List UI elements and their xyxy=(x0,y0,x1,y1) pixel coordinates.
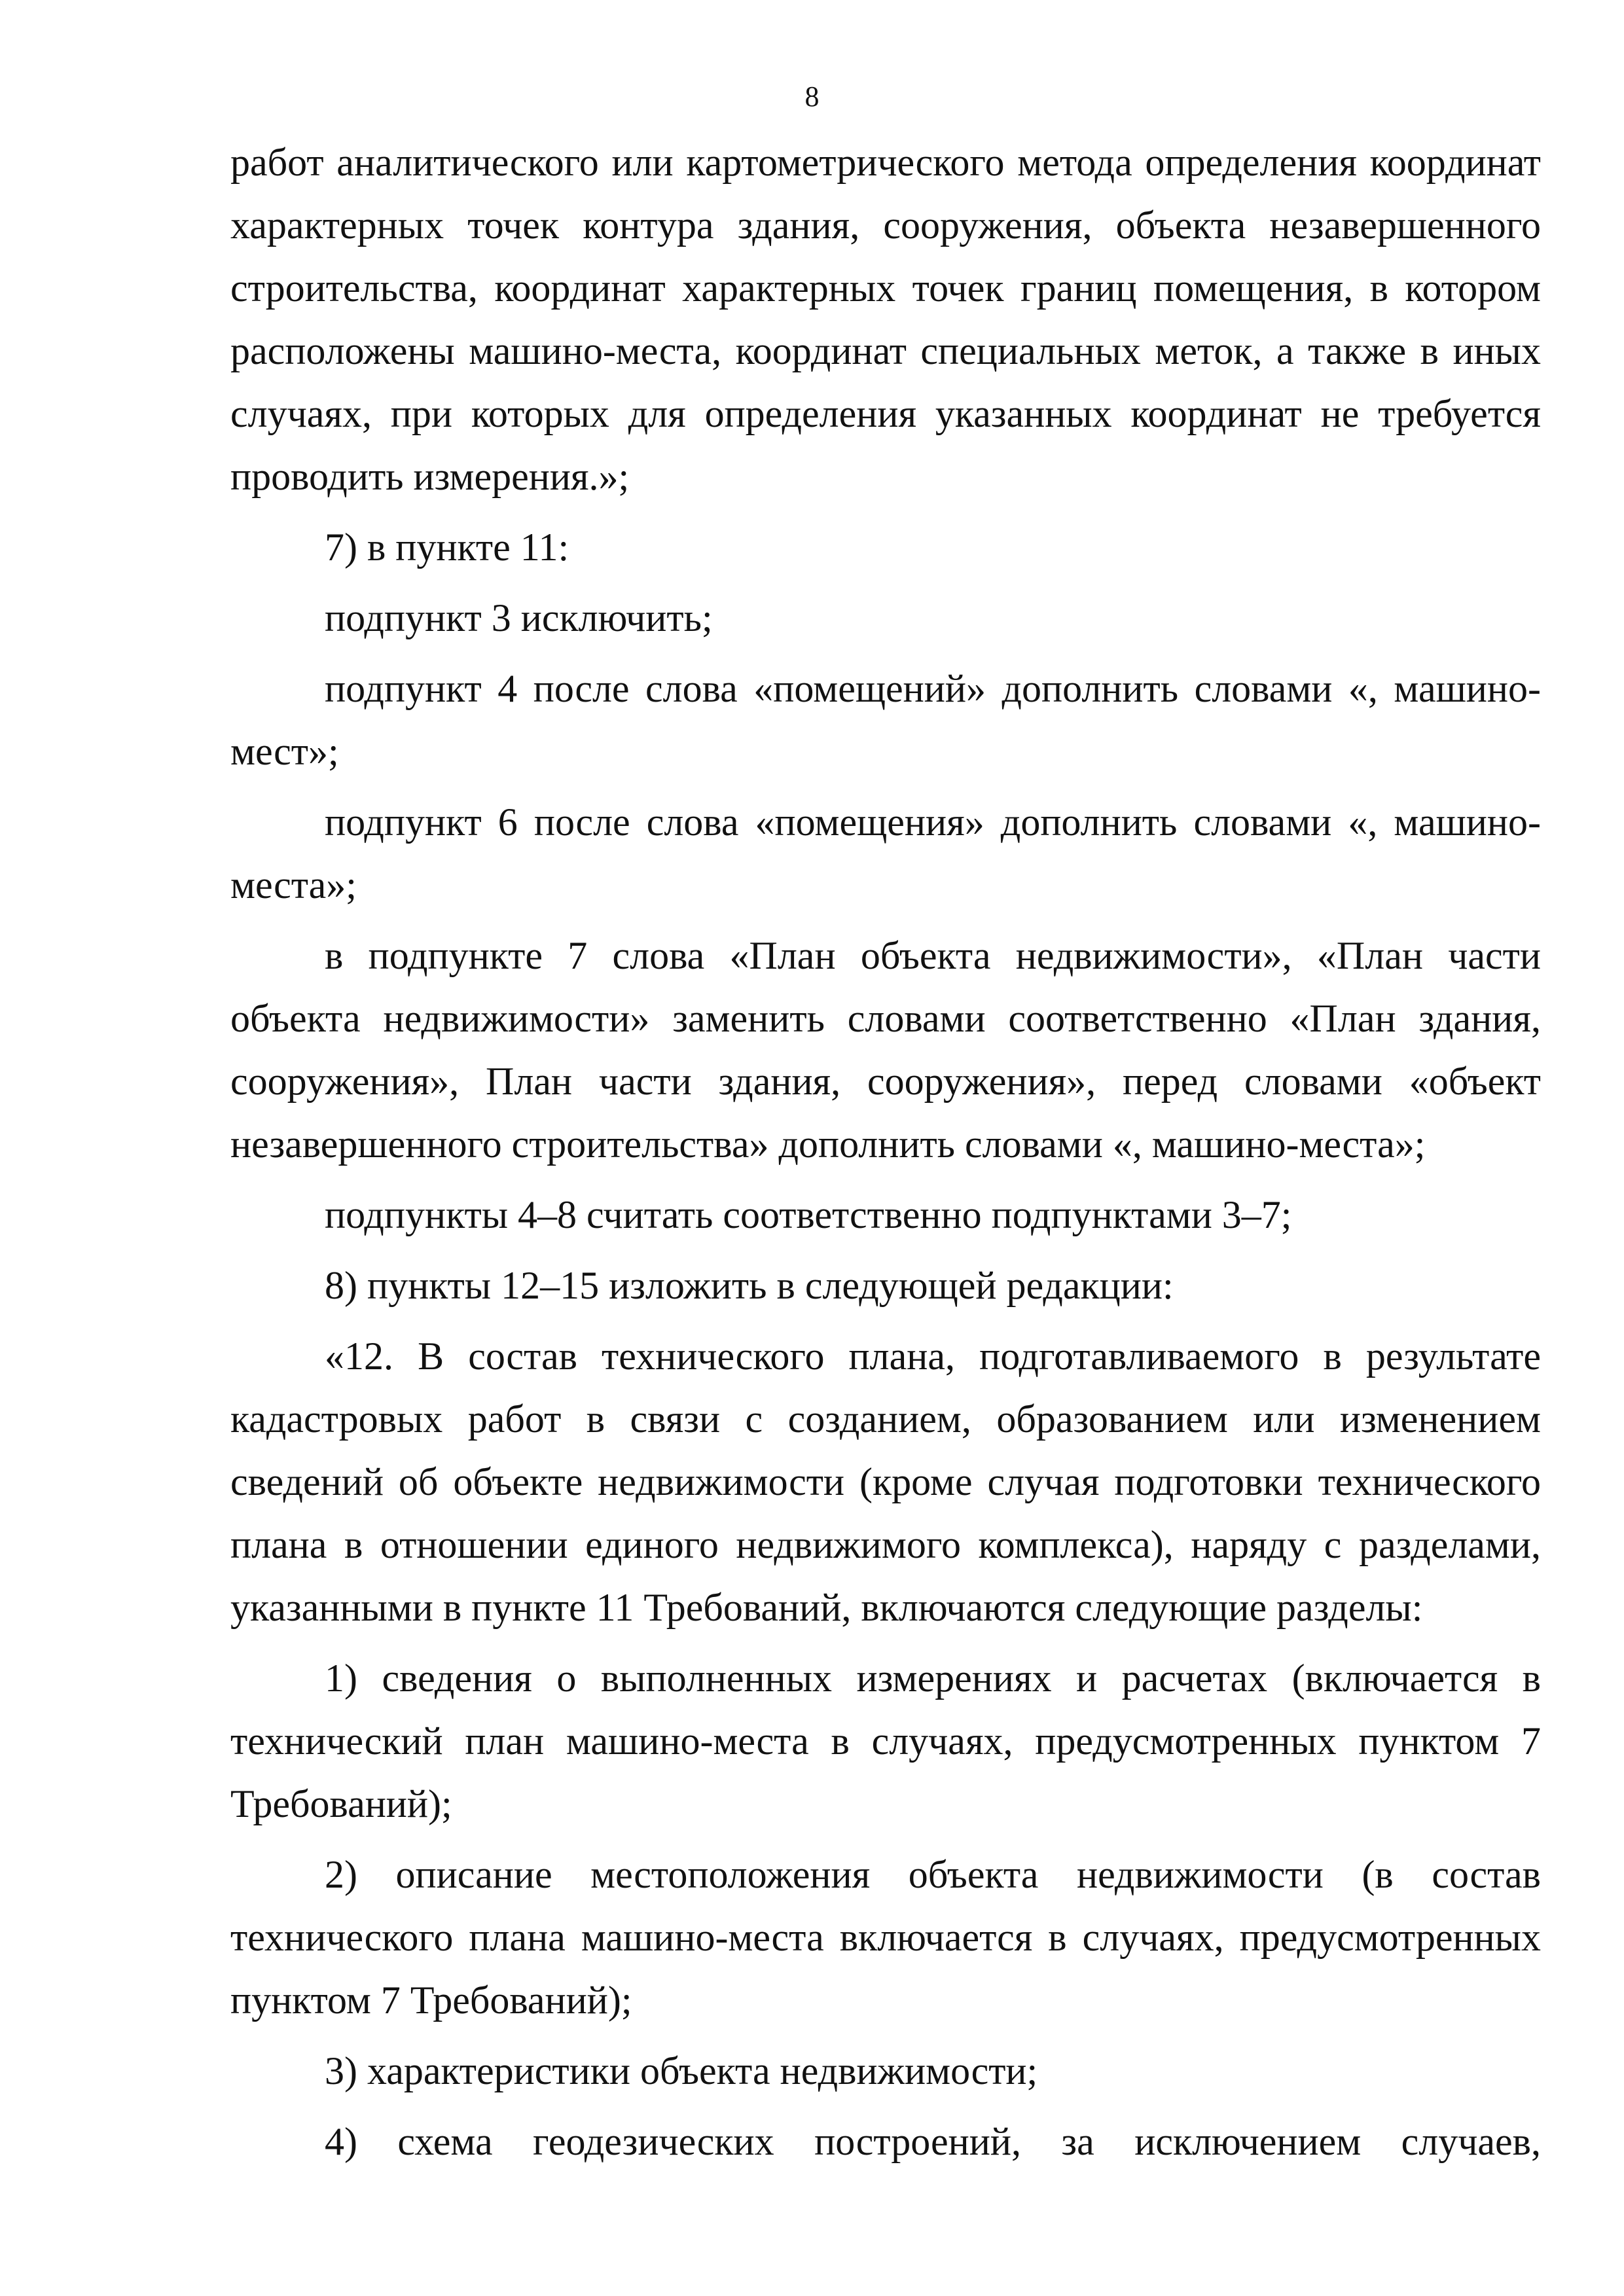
paragraph-12: 3) характеристики объекта недвижимости; xyxy=(325,2049,1038,2092)
paragraph-7: подпункты 4–8 считать соответственно подпунктами 3–7; xyxy=(325,1193,1292,1236)
paragraph-6: в подпункте 7 слова «План объекта недвижимости», «План части объекта недвижимости» заменить словами соответственно «План здания, сооружения», План части здания, сооружения», перед словами «объект незавершенного строительства» дополнить словами «, машино-места»; xyxy=(230,934,1541,1166)
document-body xyxy=(230,131,1541,2181)
paragraph-10: 1) сведения о выполненных измерениях и расчетах (включается в технический план машино-места в случаях, предусмотренных пунктом 7 Требований); xyxy=(230,1657,1541,1825)
paragraph-4: подпункт 4 после слова «помещений» дополнить словами «, машино-мест»; xyxy=(230,667,1541,773)
paragraph-2: 7) в пункте 11: xyxy=(325,526,569,569)
paragraph-11: 2) описание местоположения объекта недвижимости (в состав технического плана машино-места включается в случаях, предусмотренных пунктом 7 Требований); xyxy=(230,1853,1541,2022)
paragraph-5: подпункт 6 после слова «помещения» дополнить словами «, машино-места»; xyxy=(230,800,1541,906)
paragraph-13: 4) схема геодезических построений, за исключением случаев, xyxy=(325,2120,1541,2163)
paragraph-8: 8) пункты 12–15 изложить в следующей редакции: xyxy=(325,1264,1174,1307)
page-number: 8 xyxy=(804,81,820,113)
paragraph-9: «12. В состав технического плана, подготавливаемого в результате кадастровых работ в связи с созданием, образованием или изменением сведений об объекте недвижимости (кроме случая подготовки технического плана в отношении единого недвижимого комплекса), наряду с разделами, указанными в пункте 11 Требований, включаются следующие разделы: xyxy=(230,1335,1541,1629)
paragraph-1: работ аналитического или картометрического метода определения координат характерных точек контура здания, сооружения, объекта незавершенного строительства, координат характерных точек границ помещения, в котором расположены машино-места, координат специальных меток, а также в иных случаях, при которых для определения указанных координат не требуется проводить измерения.»; xyxy=(230,141,1541,498)
paragraph-3: подпункт 3 исключить; xyxy=(325,596,713,639)
